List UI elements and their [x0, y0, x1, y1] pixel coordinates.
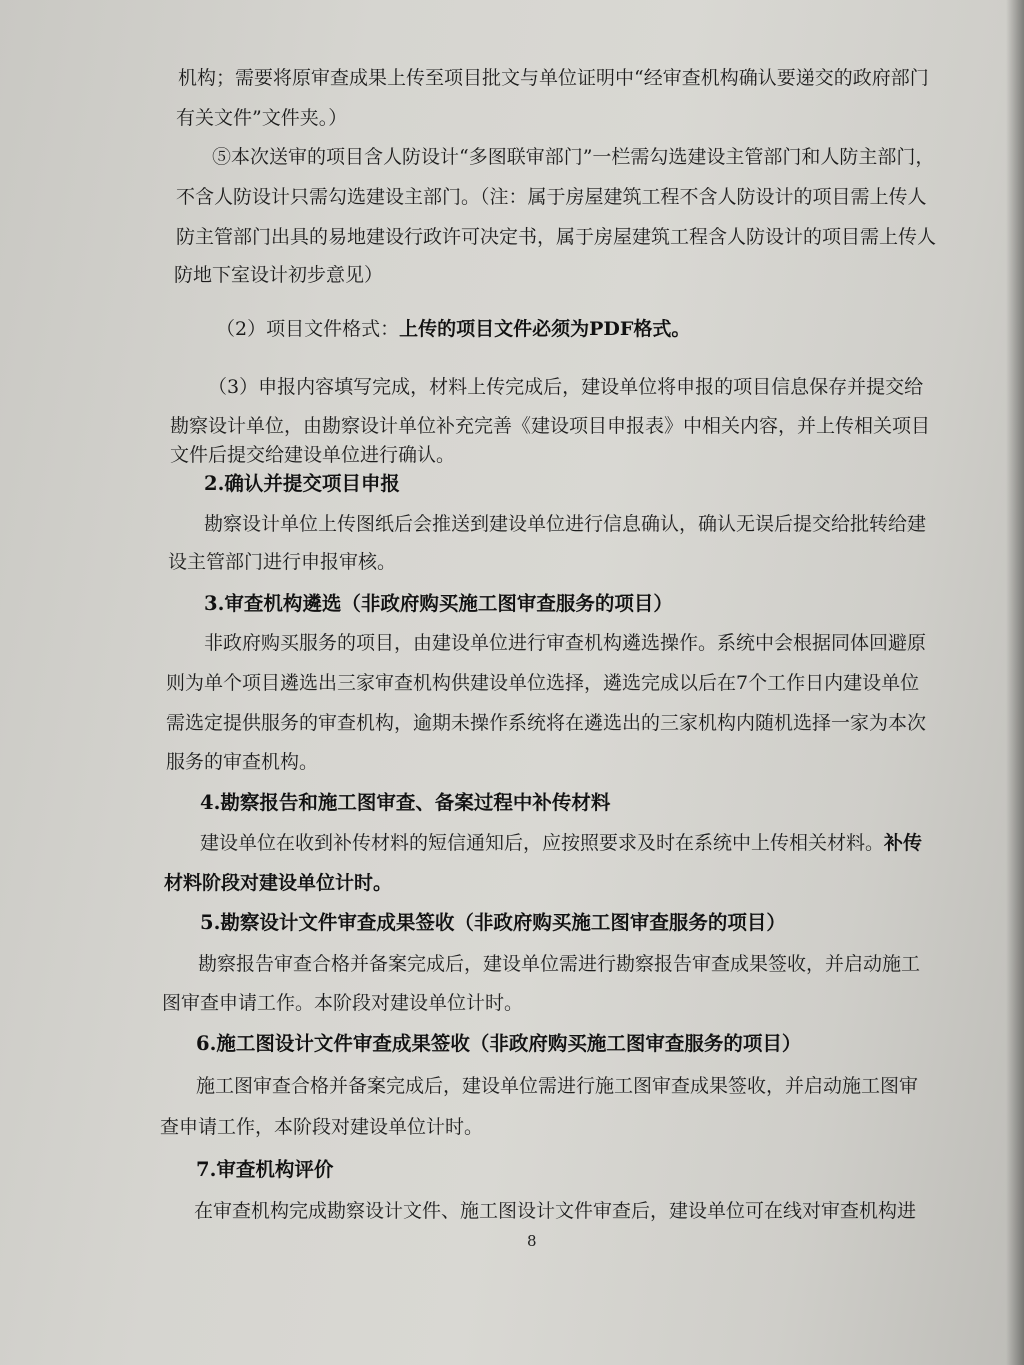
- body-line: 服务的审查机构。: [166, 751, 319, 773]
- file-format-label: （2）项目文件格式：: [216, 318, 400, 340]
- body-line: 文件后提交给建设单位进行确认。: [170, 444, 456, 466]
- section-heading: 6.施工图设计文件审查成果签收（非政府购买施工图审查服务的项目）: [196, 1032, 802, 1055]
- body-line: 不含人防设计只需勾选建设主部门。（注：属于房屋建筑工程不含人防设计的项目需上传人: [176, 186, 927, 208]
- body-line: 勘察设计单位，由勘察设计单位补充完善《建设项目申报表》中相关内容，并上传相关项目: [170, 415, 931, 437]
- body-line: ⑤本次送审的项目含人防设计“多图联审部门”一栏需勾选建设主管部门和人防主部门，: [212, 146, 935, 168]
- body-line: 有关文件”文件夹。）: [176, 107, 348, 129]
- body-line: 非政府购买服务的项目，由建设单位进行审查机构遴选操作。系统中会根据同体回避原: [204, 632, 927, 654]
- body-line: 需选定提供服务的审查机构，逾期未操作系统将在遴选出的三家机构内随机选择一家为本次: [166, 712, 927, 734]
- body-line: 则为单个项目遴选出三家审查机构供建设单位选择，遴选完成以后在7个工作日内建设单位: [166, 672, 920, 694]
- body-line: 施工图审查合格并备案完成后，建设单位需进行施工图审查成果签收，并启动施工图审: [196, 1075, 919, 1097]
- section-heading: 4.勘察报告和施工图审查、备案过程中补传材料: [200, 791, 611, 814]
- body-line: [200, 831, 922, 855]
- body-line: 勘察设计单位上传图纸后会推送到建设单位进行信息确认，确认无误后提交给批转给建: [204, 513, 927, 535]
- body-line: 设主管部门进行申报审核。: [168, 551, 397, 573]
- section-heading: 2.确认并提交项目申报: [204, 472, 400, 495]
- supplement-text: 建设单位在收到补传材料的短信通知后，应按照要求及时在系统中上传相关材料。: [200, 832, 885, 854]
- page-number: 8: [527, 1232, 537, 1250]
- body-line: 图审查申请工作。本阶段对建设单位计时。: [162, 992, 524, 1014]
- body-line: 防主管部门出具的易地建设行政许可决定书，属于房屋建筑工程含人防设计的项目需上传人: [176, 226, 937, 248]
- file-format-line: [216, 317, 690, 341]
- body-line: 查申请工作，本阶段对建设单位计时。: [160, 1116, 484, 1138]
- section-heading: 7.审查机构评价: [196, 1158, 334, 1181]
- body-line: 机构；需要将原审查成果上传至项目批文与单位证明中“经审查机构确认要递交的政府部门: [178, 67, 929, 89]
- section-heading: 5.勘察设计文件审查成果签收（非政府购买施工图审查服务的项目）: [200, 911, 786, 934]
- supplement-bold: 补传: [884, 832, 923, 854]
- body-line-bold: 材料阶段对建设单位计时。: [164, 872, 393, 894]
- page-edge-shadow: [1006, 0, 1024, 1365]
- body-line: 勘察报告审查合格并备案完成后，建设单位需进行勘察报告审查成果签收，并启动施工: [198, 953, 921, 975]
- section-heading: 3.审查机构遴选（非政府购买施工图审查服务的项目）: [204, 592, 673, 615]
- body-line: 防地下室设计初步意见）: [174, 264, 384, 286]
- file-format-bold: 上传的项目文件必须为PDF格式。: [399, 318, 691, 340]
- body-line: 在审查机构完成勘察设计文件、施工图设计文件审查后，建设单位可在线对审查机构进: [194, 1200, 917, 1222]
- body-line: （3）申报内容填写完成，材料上传完成后，建设单位将申报的项目信息保存并提交给: [208, 376, 924, 398]
